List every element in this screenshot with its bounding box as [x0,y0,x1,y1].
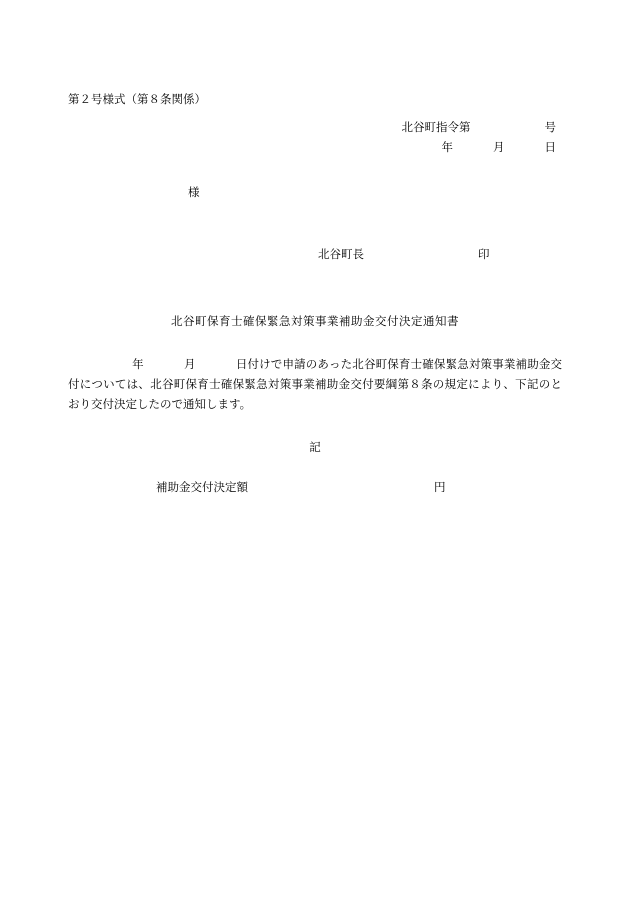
date-line [68,140,556,158]
issuer-seal: 印 [478,249,490,262]
document-title: 北谷町保育士確保緊急対策事業補助金交付決定通知書 [171,316,459,329]
body-date-day: 日付けで申請のあった北谷町保育士確保緊急対策事業補助金交付 [68,359,563,392]
issue-number-unit: 号 [544,121,556,134]
addressee-honorific: 様 [188,187,200,200]
amount-unit: 円 [434,482,446,495]
body-text: については、北谷町保育士確保緊急対策事業補助金交付要綱第８条の規定により、下記のとおり交付決定したので通知します。 [68,379,563,412]
document-paragraph [68,355,562,415]
amount-label: 補助金交付決定額 [156,482,248,495]
body-date-month: 月 [183,359,196,372]
date-day: 日 [544,141,556,154]
issuer-name: 北谷町長 [318,249,364,262]
issuer-line [68,247,562,265]
addressee-line [68,185,562,203]
document-header-right [68,120,562,158]
amount-row [68,479,562,495]
issue-number-line [68,120,556,138]
date-month: 月 [493,141,505,154]
issue-number-label: 北谷町指令第 [401,121,471,134]
note-marker: 記 [309,442,321,455]
document-body [68,92,562,495]
body-date-year: 年 [132,359,144,372]
date-year: 年 [441,141,453,154]
form-number: 第２号様式（第８条関係） [68,94,206,106]
